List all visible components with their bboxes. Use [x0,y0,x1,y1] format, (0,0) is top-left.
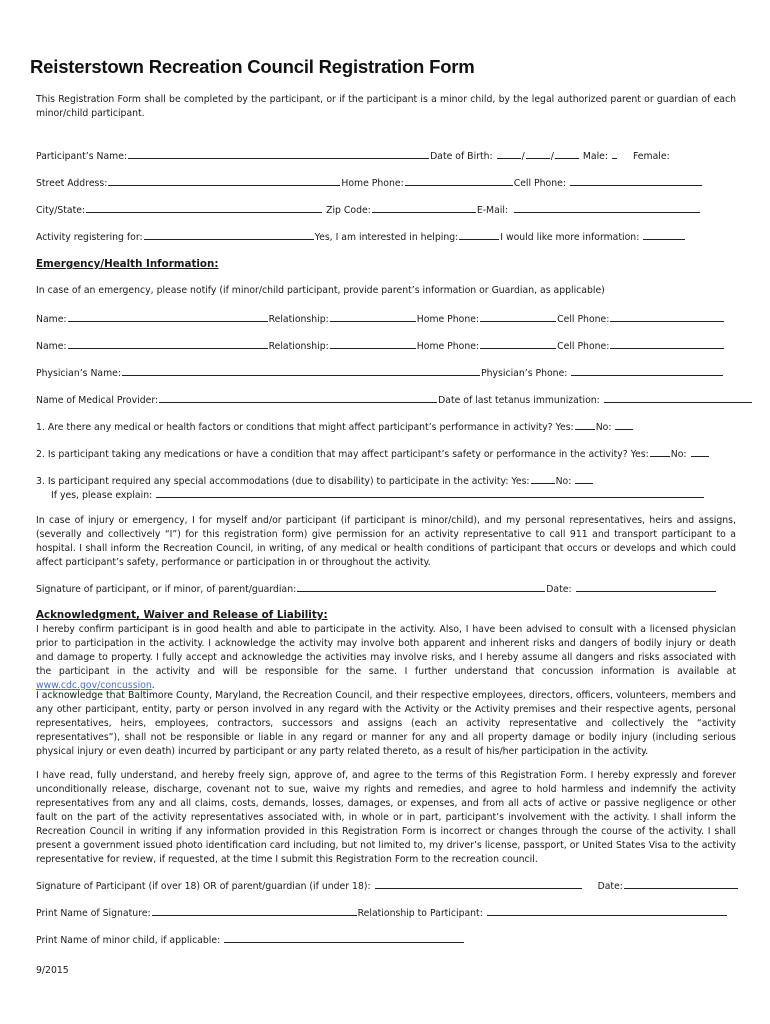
tetanus-date-field[interactable] [604,393,752,403]
home-phone-field[interactable] [405,176,513,186]
form-title: Reisterstown Recreation Council Registration Form [30,56,475,77]
email-label: E-Mail: [476,205,509,216]
explain-field[interactable] [156,488,704,498]
physician-name-label: Physician’s Name: [36,368,122,379]
dob-day-field[interactable] [526,149,550,159]
relationship-field[interactable] [330,339,416,349]
explain-row [51,488,705,502]
dob-month-field[interactable] [497,149,521,159]
minor-name-field[interactable] [224,933,464,943]
dob-year-field[interactable] [555,149,579,159]
health-question-3 [36,474,594,488]
medical-provider-label: Name of Medical Provider: [36,395,159,406]
waiver-paragraph-3: I have read, fully understand, and hereby freely sign, approve of, and agree to the terms of this Registration Form. I hereby expressly and forever unconditionally release, discharge, covenant not to sue, waive my rights and remedies, and agree to hold harmless and indemnify the activity representatives from any and all claims, costs, demands, losses, damages, or expenses, and from all acts of active or passive negligence or other fault on the part of the activity representatives associated with, in whole or in part, participant’s involvement with the activity. I shall inform the Recreation Council in writing if any information provided in this Registration Form is incorrect or changes through the course of the activity. I shall present a government issued photo identification card including, but not limited to, my driver’s license, passport, or United States Visa to the activity representative for review, if requested, at the time I submit this Registration Form to the recreation council. [36,770,736,865]
minor-name-row [36,933,465,947]
city-state-field[interactable] [86,203,322,213]
city-state-label: City/State: [36,205,86,216]
date-field[interactable] [576,582,716,592]
no-field[interactable] [691,447,709,457]
street-address-field[interactable] [108,176,340,186]
form-intro: This Registration Form shall be completed by the participant, or if the participant is a minor child, by the legal authorized parent or guardian of each minor/child participant. [36,94,736,119]
injury-permission-text: In case of injury or emergency, I for myself and/or participant (if participant is minor/child), and my personal representatives, heirs and assigns, (severally and collectively “I”) for this registration form) give permission for an activity representative to call 911 and transport participant to a hospital. I shall inform the Recreation Council, in writing, of any medical or health conditions of participant that occurs or develops and which could affect participant’s safety, performance or participation in or throughout the activity. [36,515,736,568]
dob-separator: / [521,151,525,162]
contact-home-phone-label: Home Phone: [416,341,480,352]
waiver-date-field[interactable] [624,879,738,889]
home-phone-label: Home Phone: [341,178,404,189]
cell-phone-field[interactable] [570,176,702,186]
physician-name-field[interactable] [122,366,480,376]
tetanus-label: Date of last tetanus immunization: [438,395,600,406]
date-label: Date: [546,584,572,595]
zip-code-label: Zip Code: [326,205,371,216]
relationship-label: Relationship: [268,314,329,325]
waiver-heading: Acknowledgment, Waiver and Release of Liability: [36,609,328,621]
physician-phone-field[interactable] [571,366,723,376]
waiver-text: I hereby confirm participant is in good health and able to participate in the activity. Also, I have been advised to consult with a licensed physician prior to participation in the activity. I acknowledge the activity may involve both apparent and inherent risks and dangers of bodily injury or death and damage to property. I fully accept and acknowledge the activities may involve risks, and I hereby assume all dangers and risks associated with the participant in the activity and will be responsible for the same. I further understand that concussion information is available at [36,624,736,677]
participant-name-field[interactable] [128,149,429,159]
physician-row [36,366,724,380]
email-field[interactable] [514,203,700,213]
notify-instructions: In case of an emergency, please notify (if minor/child participant, provide parent’s information or Guardian, as applicable) [36,285,605,296]
waiver-signature-row [36,879,739,893]
relationship-to-participant-field[interactable] [487,906,727,916]
question-text: 2. Is participant taking any medications or have a condition that may affect participant’s safety or performance in the activity? Yes: [36,449,649,460]
no-label: No: [595,422,612,433]
concussion-link[interactable]: www.cdc.gov/concussion [36,680,152,691]
signature-label: Signature of participant, or if minor, of parent/guardian: [36,584,297,595]
emergency-heading: Emergency/Health Information: [36,258,219,270]
relationship-label: Relationship: [268,341,329,352]
contact-name-label: Name: [36,314,67,325]
period: . [151,680,155,691]
medical-provider-field[interactable] [159,393,437,403]
contact-cell-phone-field[interactable] [610,339,724,349]
activity-row [36,230,686,244]
health-question-2 [36,447,710,461]
signature-field[interactable] [297,582,545,592]
health-question-1 [36,420,634,434]
yes-field[interactable] [650,447,670,457]
city-row [36,203,701,217]
contact-name-field[interactable] [68,312,268,322]
male-field[interactable] [612,149,617,159]
contact-cell-phone-label: Cell Phone: [557,341,610,352]
address-row [36,176,703,190]
emergency-contact-row [36,312,725,326]
more-info-field[interactable] [643,230,685,240]
male-label: Male: [582,151,609,162]
contact-name-field[interactable] [68,339,268,349]
no-field[interactable] [575,474,593,484]
no-label: No: [670,449,687,460]
explain-label: If yes, please explain: [51,490,153,501]
contact-cell-phone-field[interactable] [610,312,724,322]
contact-home-phone-field[interactable] [480,312,556,322]
contact-home-phone-label: Home Phone: [416,314,480,325]
waiver-paragraph-2: I acknowledge that Baltimore County, Maryland, the Recreation Council, and their respective employees, directors, officers, volunteers, members and any other participant, entity, party or person involved in any regard with the Activity or the Activity premises and their respective agents, personal representatives, heirs, employees, contractors, successors and assigns (each an activity representative and collectively the “activity representatives”), shall not be responsible or liable in any regard or manner for any and all property damage or bodily injury (including serious physical injury or even death) incurred by participant or any party related thereto, as a result of his/her participation in the activity. [36,690,736,757]
cell-phone-label: Cell Phone: [513,178,566,189]
dob-separator: / [550,151,554,162]
emergency-contact-row [36,339,725,353]
form-version: 9/2015 [36,965,69,976]
emergency-signature-row [36,582,717,596]
helping-field[interactable] [459,230,499,240]
dob-label: Date of Birth: [430,151,493,162]
no-label: No: [555,476,572,487]
zip-code-field[interactable] [372,203,476,213]
waiver-paragraph-1 [36,623,736,693]
relationship-to-participant-label: Relationship to Participant: [357,908,483,919]
contact-name-label: Name: [36,341,67,352]
participant-name-label: Participant’s Name: [36,151,128,162]
waiver-signature-label: Signature of Participant (if over 18) OR of parent/guardian (if under 18): [36,881,371,892]
yes-field[interactable] [575,420,595,430]
waiver-date-label: Date: [597,881,623,892]
activity-label: Activity registering for: [36,232,143,243]
question-text: 1. Are there any medical or health factors or conditions that might affect participant’s performance in activity? Yes: [36,422,574,433]
no-field[interactable] [615,420,633,430]
street-address-label: Street Address: [36,178,108,189]
physician-phone-label: Physician’s Phone: [481,368,568,379]
medical-provider-row [36,393,753,407]
relationship-field[interactable] [330,312,416,322]
minor-name-label: Print Name of minor child, if applicable: [36,935,221,946]
print-name-field[interactable] [152,906,357,916]
print-name-label: Print Name of Signature: [36,908,151,919]
waiver-signature-field[interactable] [375,879,582,889]
contact-home-phone-field[interactable] [480,339,556,349]
helping-label: Yes, I am interested in helping: [314,232,459,243]
activity-field[interactable] [144,230,314,240]
print-name-row [36,906,728,920]
more-info-label: I would like more information: [500,232,640,243]
yes-field[interactable] [531,474,555,484]
question-text: 3. Is participant required any special accommodations (due to disability) to participate in the activity: Yes: [36,476,530,487]
participant-name-row [36,149,688,163]
contact-cell-phone-label: Cell Phone: [557,314,610,325]
female-label: Female: [632,151,670,162]
